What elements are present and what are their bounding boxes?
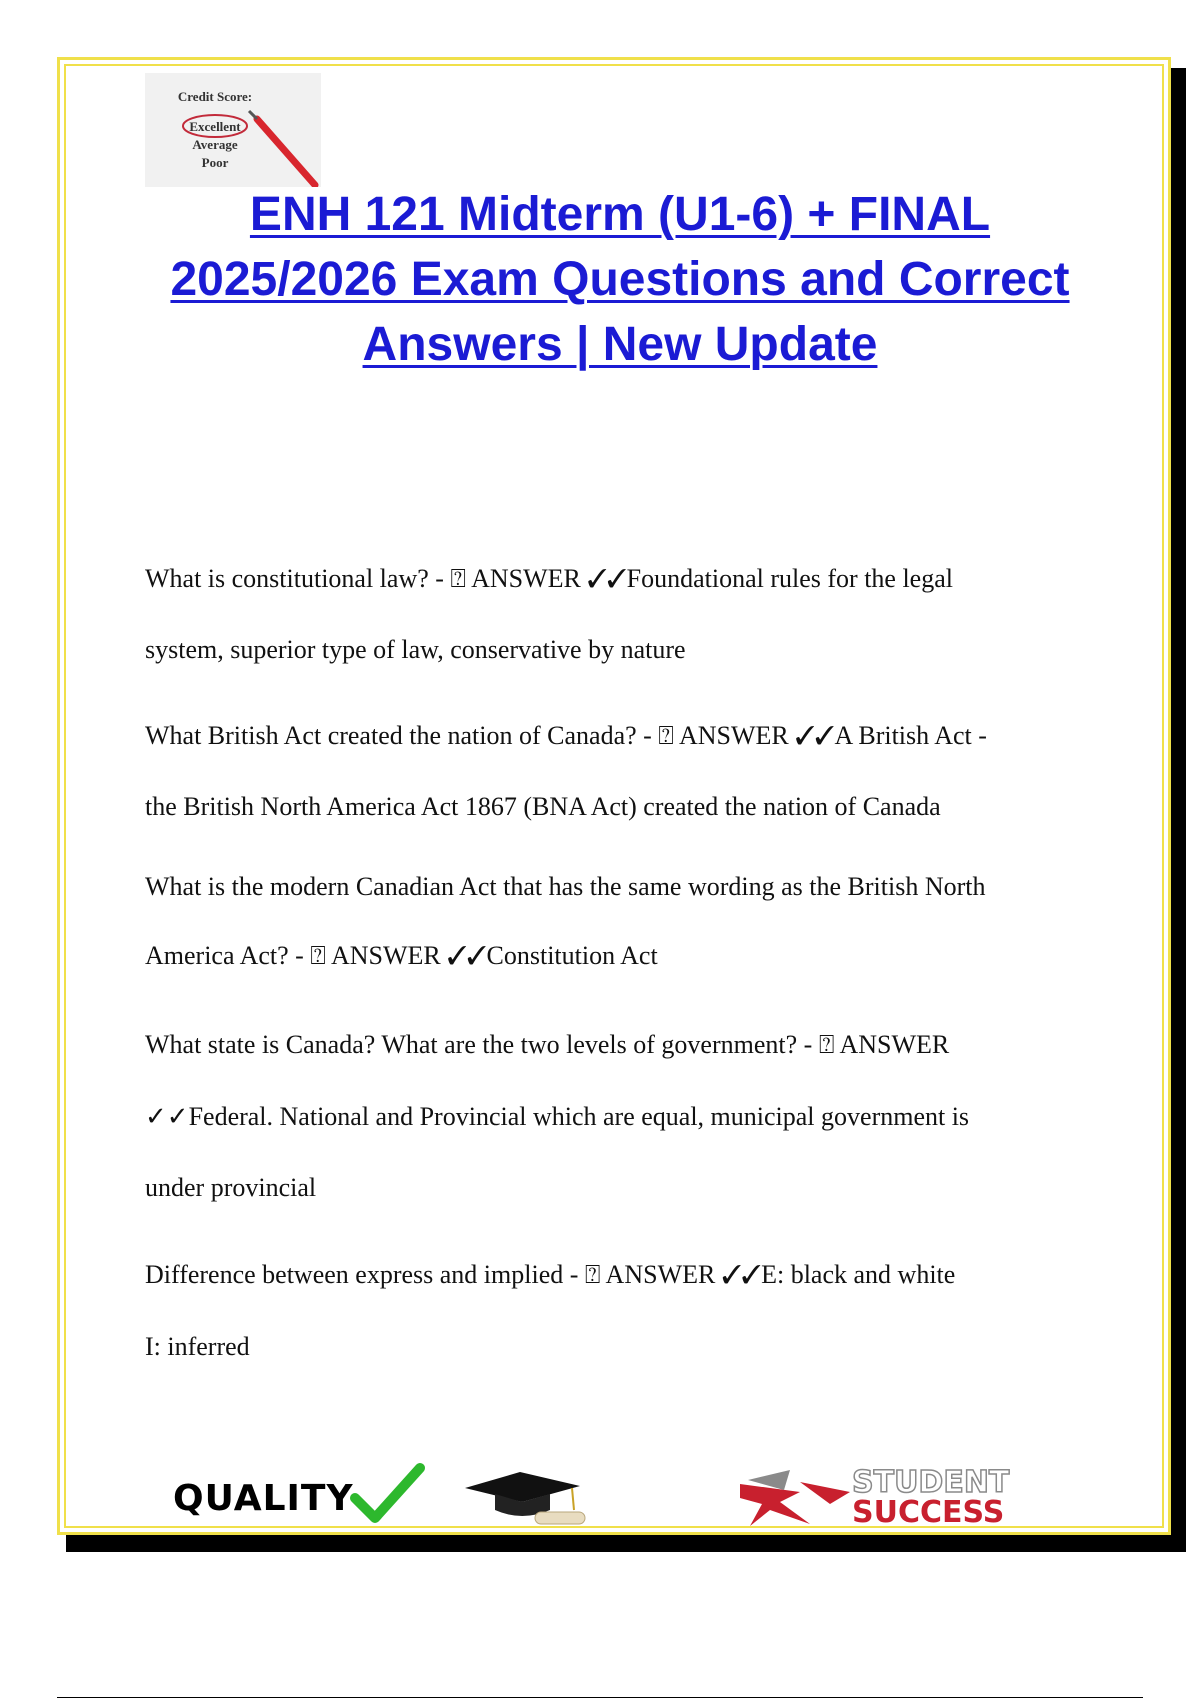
success-text: SUCCESS bbox=[852, 1495, 1005, 1530]
quality-logo-text: QUALITY bbox=[173, 1478, 354, 1519]
title-line-1: ENH 121 Midterm (U1-6) + FINAL bbox=[249, 188, 991, 241]
qa-line: What is the modern Canadian Act that has the same wording as the British North bbox=[145, 872, 986, 901]
page-bottom-rule bbox=[57, 1697, 1143, 1698]
qa-line: What is constitutional law? - ⍰ ANSWER ✓✓Foundational rules for the legal bbox=[145, 564, 953, 593]
qa-line: the British North America Act 1867 (BNA Act) created the nation of Canada bbox=[145, 792, 941, 821]
credit-option-average: Average bbox=[192, 137, 238, 152]
credit-score-image bbox=[145, 73, 321, 187]
qa-line: under provincial bbox=[145, 1173, 317, 1202]
qa-line: America Act? - ⍰ ANSWER ✓✓Constitution Act bbox=[145, 941, 658, 970]
graduation-cap-icon bbox=[460, 1470, 590, 1530]
title-line-3: Answers | New Update bbox=[362, 318, 878, 371]
student-text: STUDENT bbox=[852, 1465, 1010, 1500]
qa-line: I: inferred bbox=[145, 1332, 250, 1361]
qa-line: Difference between express and implied - ⍰ ANSWER ✓✓E: black and white bbox=[145, 1260, 956, 1289]
qa-line: ✓✓Federal. National and Provincial which are equal, municipal government is bbox=[145, 1102, 970, 1131]
qa-line: What state is Canada? What are the two levels of government? - ⍰ ANSWER bbox=[145, 1030, 950, 1059]
title-line-2: 2025/2026 Exam Questions and Correct bbox=[170, 253, 1070, 306]
qa-line: system, superior type of law, conservative by nature bbox=[145, 635, 686, 664]
footer-logos bbox=[165, 1460, 1065, 1530]
pencil-tip bbox=[249, 111, 257, 119]
credit-score-heading: Credit Score: bbox=[177, 89, 253, 104]
green-check-icon bbox=[345, 1460, 425, 1530]
credit-option-excellent: Excellent bbox=[189, 119, 241, 134]
credit-option-poor: Poor bbox=[201, 155, 229, 170]
document-title[interactable] bbox=[130, 182, 1110, 377]
student-success-logo bbox=[740, 1462, 1060, 1532]
qa-line: What British Act created the nation of Canada? - ⍰ ANSWER ✓✓A British Act - bbox=[145, 721, 987, 750]
